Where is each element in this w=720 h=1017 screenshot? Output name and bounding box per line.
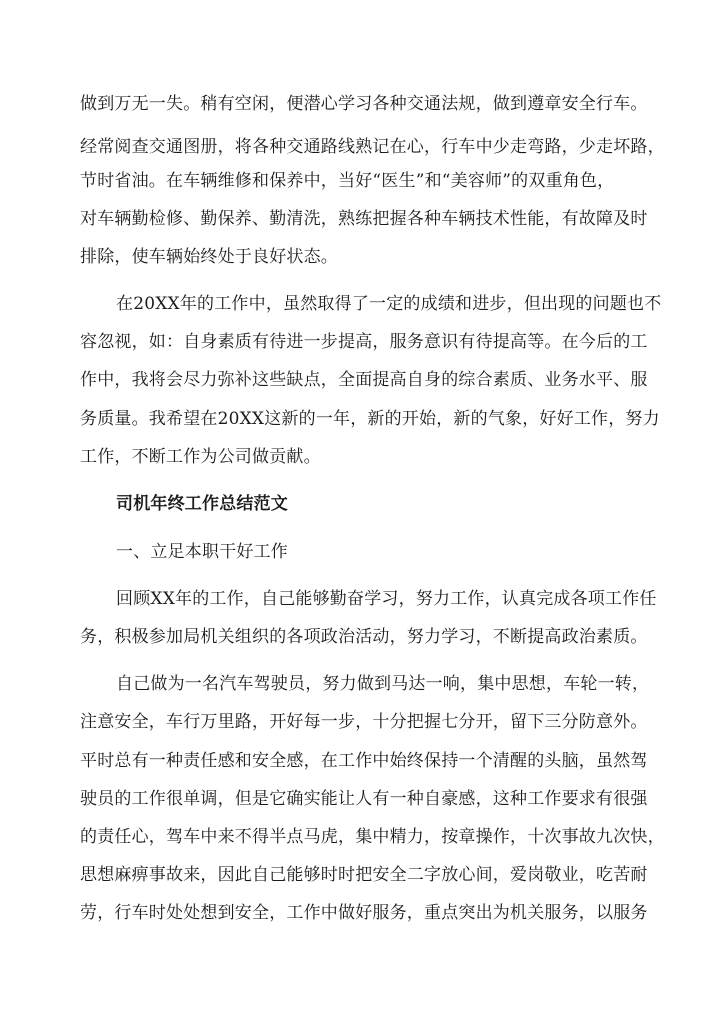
section-title: 一、立足本职干好工作 — [116, 542, 288, 562]
paragraph-line: 务质量。我希望在20XX这新的一年，新的开始，新的气象，好好工作，努力 — [80, 409, 660, 429]
paragraph-line: 做到万无一失。稍有空闲，便潜心学习各种交通法规，做到遵章安全行车。 — [80, 94, 648, 114]
paragraph-line: 对车辆勤检修、勤保养、勤清洗，熟练把握各种车辆技术性能，有故障及时 — [80, 209, 648, 229]
paragraph-line: 平时总有一种责任感和安全感，在工作中始终保持一个清醒的头脑，虽然驾 — [80, 751, 648, 771]
paragraph-line: 排除，使车辆始终处于良好状态。 — [80, 247, 338, 267]
paragraph-line: 的责任心，驾车中来不得半点马虎，集中精力，按章操作，十次事故九次快， — [80, 827, 665, 847]
section-heading: 司机年终工作总结范文 — [116, 494, 288, 514]
paragraph-line: 作中，我将会尽力弥补这些缺点，全面提高自身的综合素质、业务水平、服 — [80, 370, 648, 390]
paragraph-line: 驶员的工作很单调，但是它确实能让人有一种自豪感，这种工作要求有很强 — [80, 789, 648, 809]
paragraph-line: 节时省油。在车辆维修和保养中，当好“医生”和“美容师”的双重角色， — [80, 171, 615, 191]
paragraph-line: 注意安全，车行万里路，开好每一步，十分把握七分开，留下三分防意外。 — [80, 712, 648, 732]
paragraph-line: 回顾XX年的工作，自己能够勤奋学习，努力工作，认真完成各项工作任 — [116, 589, 657, 609]
paragraph-line: 自己做为一名汽车驾驶员，努力做到马达一响，集中思想，车轮一转， — [116, 674, 650, 694]
paragraph-line: 思想麻痹事故来，因此自己能够时时把安全二字放心间，爱岗敬业，吃苦耐 — [80, 865, 648, 885]
paragraph-line: 在20XX年的工作中，虽然取得了一定的成绩和进步，但出现的问题也不 — [116, 294, 662, 314]
paragraph-line: 工作，不断工作为公司做贡献。 — [80, 447, 321, 467]
paragraph-line: 经常阅查交通图册，将各种交通路线熟记在心，行车中少走弯路，少走坏路， — [80, 137, 665, 157]
paragraph-line: 容忽视，如：自身素质有待进一步提高，服务意识有待提高等。在今后的工 — [80, 332, 648, 352]
paragraph-line: 劳，行车时处处想到安全，工作中做好服务，重点突出为机关服务，以服务 — [80, 903, 648, 923]
paragraph-line: 务，积极参加局机关组织的各项政治活动，努力学习，不断提高政治素质。 — [80, 627, 648, 647]
